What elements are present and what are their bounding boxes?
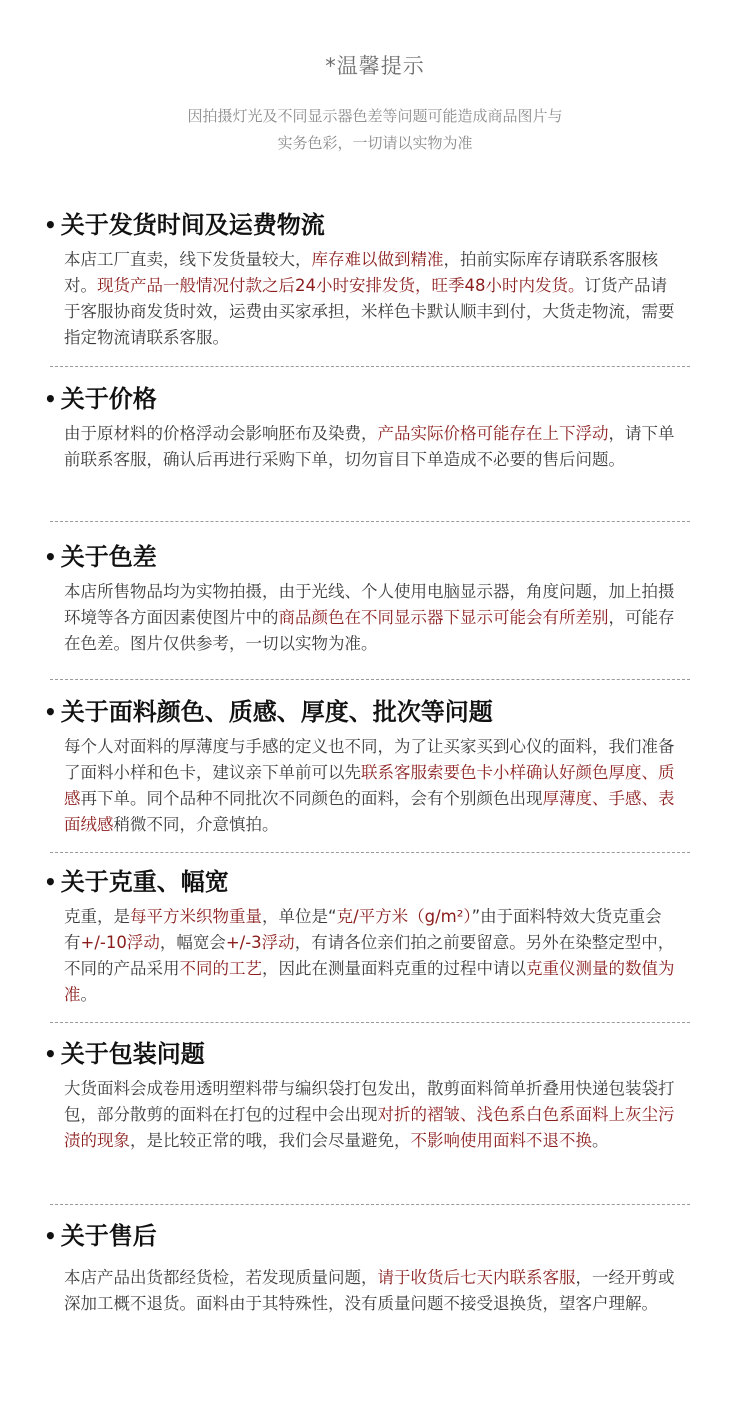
- highlight-text: 现货产品一般情况付款之后24小时安排发货，旺季48小时内发货。: [97, 276, 585, 295]
- body-text: ，是比较正常的哦，我们会尽量避免，: [130, 1131, 411, 1150]
- section-body: [64, 247, 676, 351]
- section-fabric-quality: [44, 697, 694, 838]
- bullet-icon: •: [44, 1042, 57, 1066]
- body-text: 每个人对面料的厚薄度与手感的定义也不同，为了让买家买到心仪的面料，我们准备了面料小样和色卡，建议亲下单前可以先: [64, 737, 675, 782]
- highlight-text: 克/平方米（g/m²）: [336, 907, 472, 926]
- body-text: 。: [80, 985, 97, 1004]
- body-text: 订货产品请于客服协商发货时效，运费由买家承担，米样色卡默认顺丰到付，大货走物流，需要指定物流请联系客服。: [64, 276, 675, 347]
- divider: [50, 1204, 690, 1205]
- bullet-icon: •: [44, 387, 57, 411]
- highlight-text: 对折的褶皱、浅色系白色系面料上灰尘污渍的现象: [64, 1105, 675, 1150]
- section-title: [44, 210, 694, 240]
- highlight-text: 商品颜色在不同显示器下显示可能会有所差别: [278, 608, 609, 627]
- section-body: [64, 734, 676, 838]
- section-title-text: 关于面料颜色、质感、厚度、批次等问题: [60, 698, 493, 726]
- section-title: [44, 1039, 694, 1069]
- section-body: [64, 579, 676, 657]
- body-text: 由于原材料的价格浮动会影响胚布及染费，: [64, 424, 378, 443]
- body-text: ，可能存在色差。图片仅供参考，一切以实物为准。: [64, 608, 675, 653]
- notice-line-2: 实务色彩，一切请以实物为准: [277, 134, 473, 152]
- divider: [50, 1022, 690, 1023]
- body-text: ，请下单前联系客服，确认后再进行采购下单，切勿盲目下单造成不必要的售后问题。: [64, 424, 675, 469]
- bullet-icon: •: [44, 213, 57, 237]
- section-title-text: 关于价格: [60, 385, 157, 413]
- body-text: 大货面料会成卷用透明塑料带与编织袋打包发出，散剪面料简单折叠用快递包装袋打包，部分散剪的面料在打包的过程中会出现: [64, 1079, 675, 1124]
- divider: [50, 366, 690, 367]
- highlight-text: 请于收货后七天内联系客服: [377, 1268, 576, 1287]
- section-title-text: 关于克重、幅宽: [60, 868, 229, 896]
- notice-line-1: 因拍摄灯光及不同显示器色差等问题可能造成商品图片与: [187, 107, 563, 125]
- section-title: [44, 1221, 694, 1251]
- body-text: ，有请各位亲们拍之前要留意。另外在染整定型中，不同的产品采用: [64, 933, 675, 978]
- section-title: [44, 384, 694, 414]
- section-weight-width: [44, 867, 694, 1008]
- highlight-text: 克重仪测量的数值为准: [64, 959, 675, 1004]
- bullet-icon: •: [44, 870, 57, 894]
- highlight-text: +/-10浮动: [80, 933, 160, 952]
- highlight-text: 库存难以做到精准: [311, 250, 444, 269]
- body-text: 本店产品出货都经货检，若发现质量问题，: [64, 1268, 378, 1287]
- body-text: ，拍前实际库存请联系客服核对。: [64, 250, 658, 295]
- section-after-sales: [44, 1221, 694, 1317]
- highlight-text: 不影响使用面料不退不换: [410, 1131, 592, 1150]
- notice-title: *温馨提示: [325, 54, 425, 78]
- body-text: 。: [592, 1131, 609, 1150]
- body-text: 本店所售物品均为实物拍摄，由于光线、个人使用电脑显示器，角度问题，加上拍摄环境等各方面因素使图片中的: [64, 582, 675, 627]
- section-price: [44, 384, 694, 473]
- section-body: [64, 1076, 676, 1154]
- highlight-text: +/-3浮动: [225, 933, 295, 952]
- highlight-text: 产品实际价格可能存在上下浮动: [377, 424, 609, 443]
- body-text: 克重，是: [64, 907, 130, 926]
- section-title-text: 关于包装问题: [60, 1040, 205, 1068]
- body-text: 本店工厂直卖，线下发货量较大，: [64, 250, 312, 269]
- divider: [50, 852, 690, 853]
- section-title-text: 关于售后: [60, 1222, 157, 1250]
- divider: [50, 679, 690, 680]
- body-text: 再下单。同个品种不同批次不同颜色的面料，会有个别颜色出现: [80, 789, 543, 808]
- section-title: [44, 697, 694, 727]
- section-title: [44, 867, 694, 897]
- highlight-text: 不同的工艺: [179, 959, 262, 978]
- bullet-icon: •: [44, 545, 57, 569]
- section-body: [64, 1265, 676, 1317]
- section-body: [64, 421, 676, 473]
- section-title-text: 关于发货时间及运费物流: [60, 211, 325, 239]
- body-text: ，幅宽会: [159, 933, 226, 952]
- section-packaging: [44, 1039, 694, 1154]
- notice-subtitle: [0, 103, 750, 157]
- body-text: 稍微不同，介意慎拍。: [113, 815, 279, 834]
- section-shipping: [44, 210, 694, 351]
- highlight-text: 联系客服索要色卡小样确认好颜色厚度、质感: [64, 763, 675, 808]
- section-title-text: 关于色差: [60, 543, 157, 571]
- highlight-text: 每平方米织物重量: [130, 907, 262, 926]
- section-color-difference: [44, 542, 694, 657]
- divider: [50, 521, 690, 522]
- bullet-icon: •: [44, 700, 57, 724]
- highlight-text: 厚薄度、手感、表面绒感: [64, 789, 675, 834]
- section-body: [64, 904, 676, 1008]
- body-text: ，因此在测量面料克重的过程中请以: [262, 959, 526, 978]
- bullet-icon: •: [44, 1224, 57, 1248]
- section-title: [44, 542, 694, 572]
- body-text: ，单位是“: [262, 907, 337, 926]
- body-text: ”由于面料特效大货克重会有: [64, 907, 662, 952]
- body-text: ，一经开剪或深加工概不退货。面料由于其特殊性，没有质量问题不接受退换货，望客户理解。: [64, 1268, 675, 1313]
